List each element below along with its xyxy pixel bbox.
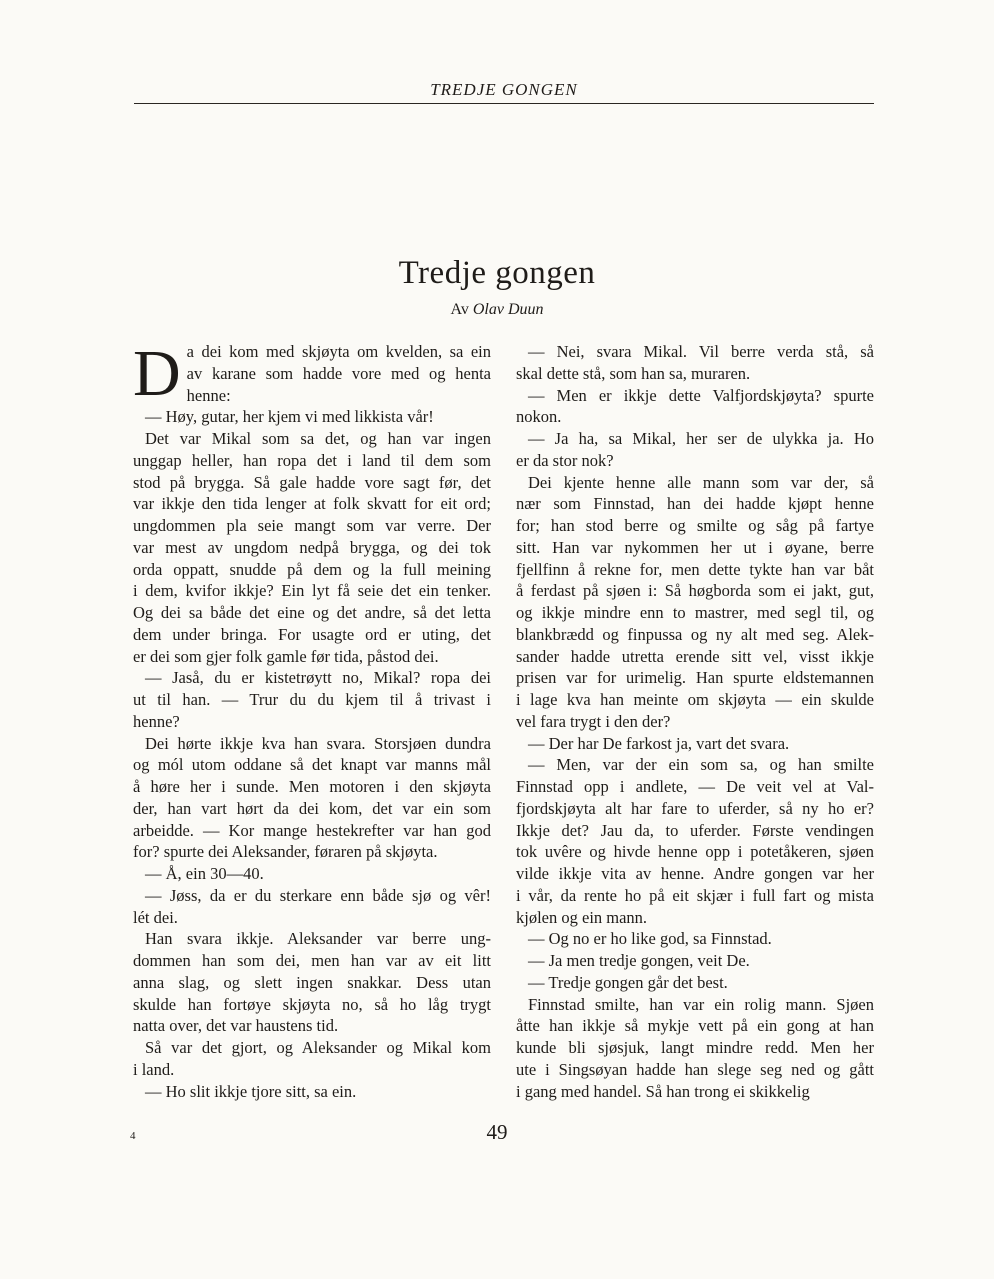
text-line: natta over, det var haustens tid.	[133, 1016, 339, 1036]
text-line: sander hadde utretta erende sitt vel, visst ikkje	[516, 646, 874, 666]
right-column-text	[516, 341, 874, 1102]
text-line: ute i Singsøyan hadde han slege seg ned og gått	[516, 1059, 874, 1079]
text-line: stod på brygga. Så gale hadde vore sagt før, det	[133, 472, 491, 492]
text-line: Så var det gjort, og Aleksander og Mikal kom	[145, 1038, 491, 1057]
text-line: nokon.	[516, 407, 562, 427]
text-line: å høre her i sunde. Men motoren i den skjøyta	[133, 777, 491, 796]
text-line: — Tredje gongen går det best.	[528, 972, 728, 992]
text-line: fjellfinn å rekne for, men dette tykte han var båt	[516, 559, 874, 579]
text-line: Og dei sa både det eine og det andre, så det letta	[133, 603, 491, 622]
text-line: var ikkje den tida lenger at folk skvatt for eit ord;	[133, 494, 491, 514]
text-line: ungdommen pla seie mangt som var verre. Der	[133, 516, 491, 535]
story-title: Tredje gongen	[398, 255, 596, 291]
text-line: tok uvêre og hivde henne opp i potetåkeren, sjøen	[516, 842, 874, 862]
drop-cap-lines	[133, 337, 491, 410]
text-line: ut til han. — Trur du du kjem til å trivast i	[133, 690, 491, 709]
left-column	[133, 337, 491, 1102]
text-line: — Ja men tredje gongen, veit De.	[528, 951, 750, 970]
text-line: arbeidde. — Kor mange hestekrefter var han god	[133, 820, 491, 840]
text-line: Han svara ikkje. Aleksander var berre ung-	[145, 929, 491, 949]
text-line: a dei kom med skjøyta om kvelden, sa ein	[186, 342, 491, 361]
text-line: anna slag, og slett ingen snakkar. Dess utan	[133, 972, 491, 992]
text-line: skulde han fortøye skjøyta no, så ho låg trygt	[133, 994, 491, 1014]
text-line: i dem, kvifor ikkje? Ein lyt få seie det ein tenker.	[133, 581, 491, 601]
drop-cap: D	[133, 337, 181, 410]
text-line: åtte han ikkje så mykje vett på ein gong at han	[516, 1016, 874, 1036]
text-line: — Men, var der ein som sa, og han smilte	[528, 755, 874, 775]
signature-mark: 4	[130, 1130, 136, 1142]
text-line: henne?	[133, 711, 180, 731]
left-column-text	[133, 406, 491, 1102]
running-head: TREDJE GONGEN	[430, 80, 578, 99]
text-line: lét dei.	[133, 907, 178, 927]
header-rule	[134, 103, 874, 104]
text-line: og mól utom oddane så det knapt var manns mål	[133, 755, 491, 775]
byline-author: Olav Duun	[472, 301, 544, 318]
text-line: kunde bli sjøsjuk, langt mindre redd. Men her	[516, 1038, 874, 1057]
text-line: for? spurte dei Aleksander, føraren på skjøyta.	[133, 842, 438, 862]
text-line: — Høy, gutar, her kjem vi med likkista vår!	[145, 407, 434, 427]
text-line: nær som Finnstad, han dei hadde kjøpt henne	[516, 494, 874, 514]
text-line: er dei som gjer folk gamle før tida, påstod dei.	[133, 646, 439, 666]
text-line: i land.	[133, 1059, 175, 1079]
text-line: — Nei, svara Mikal. Vil berre verda stå, så	[528, 342, 874, 361]
text-line: — Der har De farkost ja, vart det svara.	[528, 733, 790, 753]
text-line: Ikkje det? Jau da, to uferder. Første vendingen	[516, 820, 874, 840]
text-line: blankbrædd og finpussa og ny alt med seg. Alek-	[516, 624, 874, 644]
text-line: Dei kjente henne alle mann som var der, så	[528, 472, 874, 492]
text-line: Dei hørte ikkje kva han svara. Storsjøen dundra	[145, 733, 491, 753]
text-line: — Ho slit ikkje tjore sitt, sa ein.	[145, 1081, 357, 1101]
text-line: kjølen og ein mann.	[516, 907, 648, 927]
text-line: dem under bringa. For usagte ord er uting, det	[133, 624, 491, 644]
text-line: — Ja ha, sa Mikal, her ser de ulykka ja. Ho	[528, 429, 874, 448]
text-line: i vår, da rente ho på eit skjær i full fart og mista	[516, 885, 874, 905]
text-line: og ikkje mindre enn to mastrer, med segl til, og	[516, 603, 874, 622]
text-line: — Men er ikkje dette Valfjordskjøyta? spurte	[528, 385, 874, 405]
text-line: henne:	[186, 385, 231, 405]
text-line: Det var Mikal som sa det, og han var ingen	[145, 429, 491, 448]
text-line: prisen var for urimelig. Han spurte eldstemannen	[516, 668, 874, 688]
text-line: — Å, ein 30—40.	[145, 864, 264, 883]
opening-paragraph	[133, 337, 491, 410]
text-line: å ferdast på sjøen i: Så høgborda som ei jakt, gut,	[516, 581, 874, 601]
text-line: sitt. Han var nykommen her ut i øyane, berre	[516, 537, 874, 557]
text-line: for; han stod berre og smilte og såg på fartye	[516, 516, 874, 535]
page-number: 49	[486, 1120, 508, 1144]
text-line: er da stor nok?	[516, 450, 614, 470]
text-line: var mest av ungdom nedpå brygga, og dei tok	[133, 537, 491, 557]
byline-prefix: Av	[450, 301, 469, 318]
text-line: i lage kva han meinte om skjøyta — ein skulde	[516, 690, 874, 709]
byline	[0, 301, 994, 319]
text-line: skal dette stå, som han sa, muraren.	[516, 363, 751, 383]
text-line: i gang med handel. Så han trong ei skikkelig	[516, 1081, 810, 1101]
text-line: vel fara trygt i den der?	[516, 711, 671, 731]
text-line: dommen han som dei, men han var av eit litt	[133, 951, 491, 970]
text-line: — Jaså, du er kistetrøytt no, Mikal? ropa dei	[145, 668, 491, 688]
text-line: unggap heller, han ropa det i land til dem som	[133, 450, 491, 470]
text-line: Finnstad smilte, han var ein rolig mann. Sjøen	[528, 994, 874, 1014]
text-line: — Og no er ho like god, sa Finnstad.	[528, 929, 772, 949]
text-line: — Jøss, da er du sterkare enn både sjø og vêr!	[145, 885, 491, 905]
text-line: vilde ikkje vita av henne. Andre gongen var her	[516, 864, 874, 883]
text-line: fjordskjøyta alt har fare to uferder, så ny ho er?	[516, 798, 874, 818]
text-line: Finnstad opp i andlete, — De veit vel at Val-	[516, 777, 874, 796]
text-line: av karane som hadde vore med og henta	[186, 363, 491, 383]
text-line: der, han vart hørt da dei kom, det var ein som	[133, 798, 491, 818]
text-line: orda oppatt, snudde på dem og la full meining	[133, 559, 491, 579]
